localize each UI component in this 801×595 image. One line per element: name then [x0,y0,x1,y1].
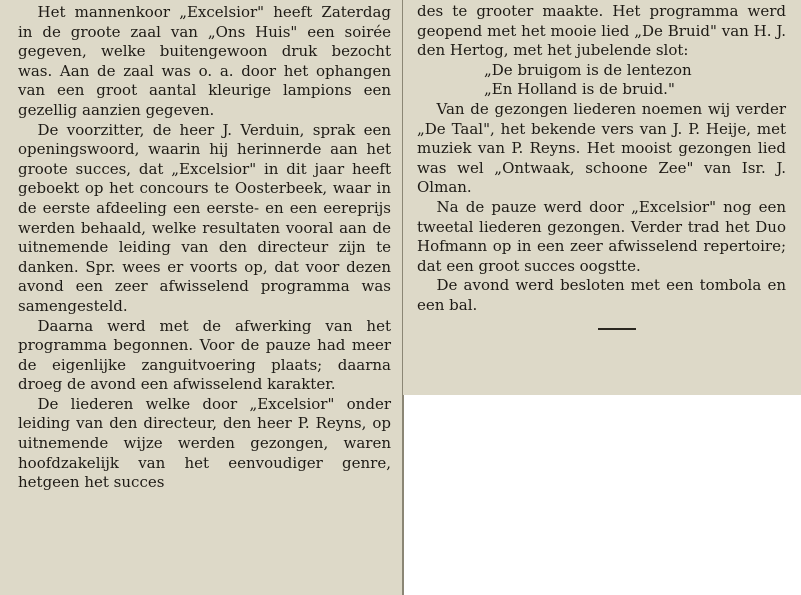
article-paragraph: Na de pauze werd door „Excelsior" nog een tweetal liederen gezongen. Verder trad het Duo Hofmann op in een zeer afwisselend repertoire; dat een groot succes oogstte. [417,197,786,275]
article-end-rule [598,328,636,330]
quote-line: „De bruigom is de lentezon [484,60,692,79]
quote-line: „En Holland is de bruid." [484,80,675,99]
article-paragraph: De liederen welke door „Excelsior" onder leiding van den directeur, den heer P. Reyns, op uitnemende wijze werden gezongen, waren hoofdzakelijk van het eenvoudiger genre, hetgeen het succes [18,394,391,492]
article-paragraph: De avond werd besloten met een tombola en een bal. [417,276,786,314]
article-paragraph: Van de gezongen liederen noemen wij verder „De Taal", het bekende vers van J. P. Heije, met muziek van P. Reyns. Het mooist gezongen lied was wel „Ontwaak, schoone Zee" van Isr. J. Olman. [417,99,786,197]
article-paragraph: De voorzitter, de heer J. Verduin, sprak een openingswoord, waarin hij herinnerde aan het groote succes, dat „Excelsior" in dit jaar heeft geboekt op het concours te Oosterbeek, waar in de eerste afdeeling een eerste- en een eereprijs werden behaald, welke resultaten vooral aan de uitnemende leiding van den directeur zijn te danken. Spr. wees er voorts op, dat voor dezen avond een zeer afwisselend programma was samengesteld. [18,120,391,315]
article-paragraph: Het mannenkoor „Excelsior" heeft Zaterdag in de groote zaal van „Ons Huis" een soirée gegeven, welke buitengewoon druk bezocht was. Aan de zaal was o. a. door het ophangen van een groot aantal kleurige lampions een gezellig aanzien gegeven. [18,3,391,119]
article-column-right [403,0,801,395]
article-paragraph: Daarna werd met de afwerking van het programma begonnen. Voor de pauze had meer de eigenlijke zanguitvoering plaats; daarna droeg de avond een afwisselend karakter. [18,316,391,394]
article-paragraph-continued: des te grooter maakte. Het programma werd geopend met het mooie lied „De Bruid" van H. J. den Hertog, met het jubelende slot: [417,2,786,60]
